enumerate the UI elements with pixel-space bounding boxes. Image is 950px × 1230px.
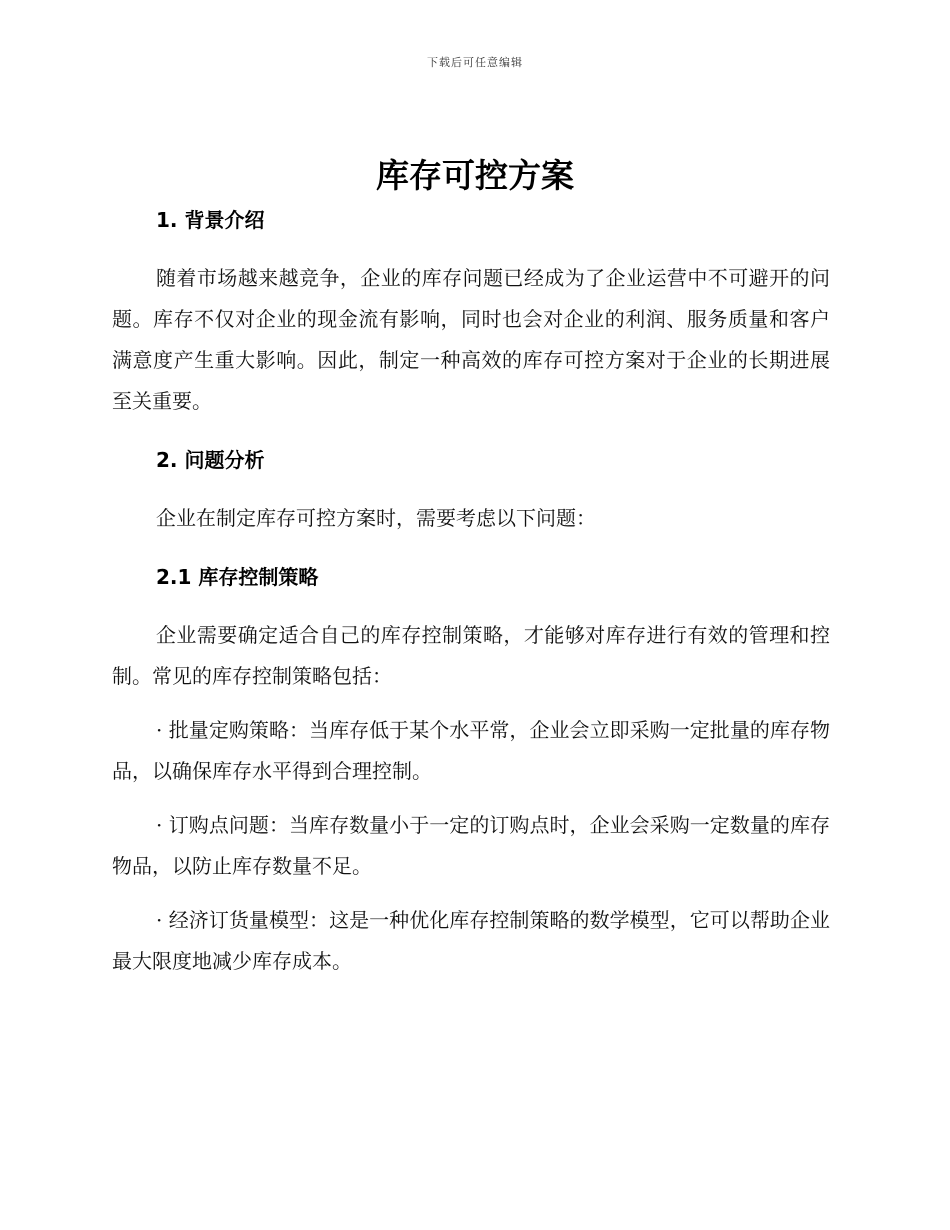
paragraph-analysis: 企业在制定库存可控方案时，需要考虑以下问题： (156, 506, 596, 530)
document-title: 库存可控方案 (376, 156, 574, 195)
paragraph-background: 随着市场越来越竞争，企业的库存问题已经成为了企业运营中不可避开的问题。库存不仅对企业的现金流有影响，同时也会对企业的利润、服务质量和客户满意度产生重大影响。因此，制定一种高效的库存可控方案对于企业的长期进展至关重要。 (112, 266, 830, 413)
section-heading-background: 1. 背景介绍 (156, 208, 265, 232)
bullet-item-eoq-model: · 经济订货量模型：这是一种优化库存控制策略的数学模型，它可以帮助企业最大限度地减少库存成本。 (112, 908, 830, 973)
paragraph-strategy: 企业需要确定适合自己的库存控制策略，才能够对库存进行有效的管理和控制。常见的库存控制策略包括： (112, 623, 830, 688)
header-note: 下载后可任意编辑 (427, 56, 523, 69)
bullet-item-batch-ordering: · 批量定购策略：当库存低于某个水平常，企业会立即采购一定批量的库存物品，以确保库存水平得到合理控制。 (112, 718, 830, 783)
document-body (112, 204, 830, 982)
section-heading-analysis: 2. 问题分析 (156, 448, 265, 472)
bullet-item-reorder-point: · 订购点问题：当库存数量小于一定的订购点时，企业会采购一定数量的库存物品，以防止库存数量不足。 (112, 813, 830, 878)
subsection-heading-strategy: 2.1 库存控制策略 (156, 565, 319, 589)
